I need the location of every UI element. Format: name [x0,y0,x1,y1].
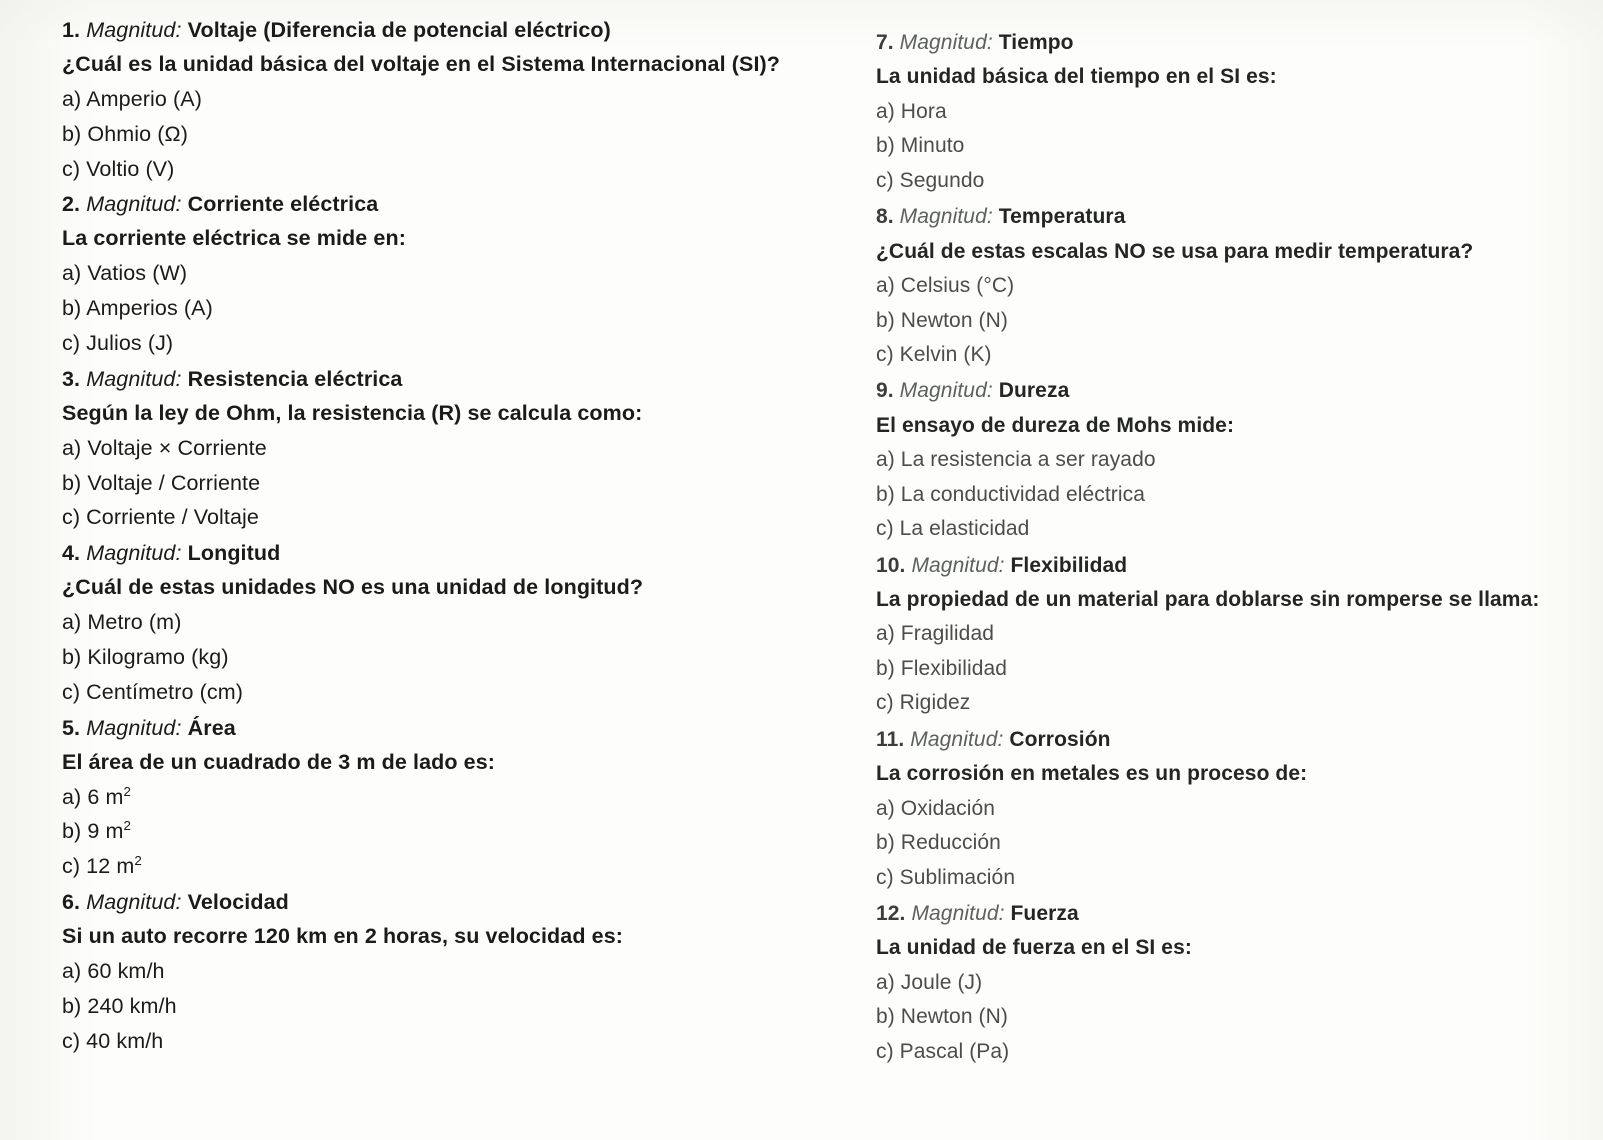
question-heading [876,897,1577,931]
question-column-left [62,14,842,1130]
question-heading [62,188,842,222]
magnitud-label: Magnitud: [911,901,1005,925]
answer-option[interactable]: b) 9 $m^2$ [62,818,132,844]
question-item [62,14,842,186]
magnitud-value: Resistencia eléctrica [187,366,403,391]
answer-option[interactable]: b) Minuto [876,134,965,158]
magnitud-value: Corrosión [1009,727,1111,751]
question-number: 3. [62,366,81,391]
magnitud-value: Dureza [998,379,1070,403]
question-number: 7. [876,31,894,54]
question-stem: La corrosión en metales es un proceso de: [876,762,1308,786]
question-item [62,188,842,360]
question-heading [876,549,1577,583]
answer-option[interactable]: c) Segundo [876,168,985,192]
question-number: 1. [62,18,81,42]
question-stem: Si un auto recorre 120 km en 2 horas, su velocidad es: [62,924,624,949]
magnitud-label: Magnitud: [899,31,993,54]
question-stem: La propiedad de un material para doblarse sin romperse se llama: [876,588,1540,611]
magnitud-label: Magnitud: [86,890,182,915]
question-stem: La unidad básica del tiempo en el SI es: [876,65,1277,89]
answer-option[interactable]: a) 6 $m^2$ [62,783,132,809]
answer-option[interactable]: a) Voltaje × Corriente [62,435,267,460]
magnitud-label: Magnitud: [86,192,182,217]
question-stem: ¿Cuál de estas unidades NO es una unidad de longitud? [62,575,644,600]
question-stem: La unidad de fuerza en el SI es: [876,936,1192,960]
answer-option[interactable]: a) Hora [876,99,947,123]
magnitud-value: Longitud [187,541,281,566]
answer-option[interactable]: c) 12 $m^2$ [62,853,142,879]
answer-option[interactable]: a) Vatios (W) [62,261,188,286]
question-column-right [876,14,1577,1130]
magnitud-label: Magnitud: [911,553,1005,577]
question-heading [876,374,1577,408]
question-stem: ¿Cuál de estas escalas NO se usa para medir temperatura? [876,239,1474,263]
question-item [876,549,1577,721]
question-stem: El ensayo de dureza de Mohs mide: [876,413,1235,437]
question-heading [62,14,842,48]
magnitud-label: Magnitud: [86,541,182,566]
answer-option[interactable]: c) Corriente / Voltaje [62,505,259,530]
answer-option[interactable]: b) La conductividad eléctrica [876,482,1146,506]
magnitud-value: Área [187,715,236,740]
question-item [876,723,1577,895]
answer-option[interactable]: c) Sublimación [876,865,1016,889]
magnitud-label: Magnitud: [86,715,182,740]
magnitud-value: Flexibilidad [1010,553,1128,577]
question-number: 2. [62,192,81,217]
question-number: 5. [62,715,81,740]
question-heading [62,712,842,746]
question-item [62,537,842,709]
answer-option[interactable]: a) Amperio (A) [62,86,202,111]
question-stem: ¿Cuál es la unidad básica del voltaje en el Sistema Internacional (SI)? [62,51,781,76]
answer-option[interactable]: c) Voltio (V) [62,156,175,181]
question-number: 6. [62,890,81,915]
question-stem: Según la ley de Ohm, la resistencia (R) se calcula como: [62,400,643,425]
question-stem: El área de un cuadrado de 3 m de lado es: [62,749,496,774]
question-number: 11. [876,727,905,751]
question-item [62,712,842,884]
answer-option[interactable]: b) 240 km/h [62,993,177,1018]
question-number: 12. [876,901,906,925]
answer-option[interactable]: b) Voltaje / Corriente [62,470,261,495]
question-number: 8. [876,205,894,229]
answer-option[interactable]: b) Kilogramo (kg) [62,645,229,670]
question-heading [62,537,842,571]
magnitud-value: Tiempo [998,31,1074,54]
magnitud-value: Temperatura [998,205,1126,229]
question-item [876,200,1577,372]
answer-option[interactable]: b) Reducción [876,831,1001,855]
answer-option[interactable]: a) Celsius (°C) [876,274,1015,298]
answer-option[interactable]: c) Julios (J) [62,331,174,356]
question-heading [62,886,842,920]
question-item [876,26,1577,198]
answer-option[interactable]: a) La resistencia a ser rayado [876,448,1156,472]
magnitud-value: Corriente eléctrica [187,192,379,217]
question-heading [876,26,1577,60]
question-heading [876,200,1577,234]
question-heading [62,363,842,397]
question-number: 9. [876,379,894,403]
answer-option[interactable]: c) Centímetro (cm) [62,679,243,704]
answer-option[interactable]: a) 60 km/h [62,959,165,984]
question-number: 10. [876,553,906,577]
question-number: 4. [62,541,81,566]
answer-option[interactable]: a) Joule (J) [876,970,983,994]
magnitud-label: Magnitud: [86,18,182,42]
magnitud-value: Voltaje (Diferencia de potencial eléctrico) [187,18,611,42]
answer-option[interactable]: b) Ohmio (Ω) [62,121,188,146]
answer-option[interactable]: c) La elasticidad [876,517,1030,541]
answer-option[interactable]: a) Metro (m) [62,610,182,635]
magnitud-value: Velocidad [187,890,289,915]
question-item [876,374,1577,546]
question-item [876,897,1577,1069]
answer-option[interactable]: b) Flexibilidad [876,656,1008,680]
answer-option[interactable]: c) 40 km/h [62,1028,164,1053]
magnitud-label: Magnitud: [899,205,993,229]
answer-option[interactable]: b) Amperios (A) [62,296,213,321]
magnitud-label: Magnitud: [910,727,1004,751]
answer-option[interactable]: a) Fragilidad [876,622,995,646]
answer-option[interactable]: c) Rigidez [876,691,971,715]
question-stem: La corriente eléctrica se mide en: [62,226,406,251]
answer-option[interactable]: b) Newton (N) [876,308,1008,332]
magnitud-value: Fuerza [1010,901,1079,925]
question-item [62,886,842,1058]
question-item [62,363,842,535]
magnitud-label: Magnitud: [86,366,182,391]
question-heading [876,723,1577,757]
magnitud-label: Magnitud: [899,379,993,403]
answer-option[interactable]: c) Kelvin (K) [876,342,992,366]
answer-option[interactable]: a) Oxidación [876,796,996,820]
answer-option[interactable]: c) Pascal (Pa) [876,1039,1010,1063]
answer-option[interactable]: b) Newton (N) [876,1005,1008,1029]
